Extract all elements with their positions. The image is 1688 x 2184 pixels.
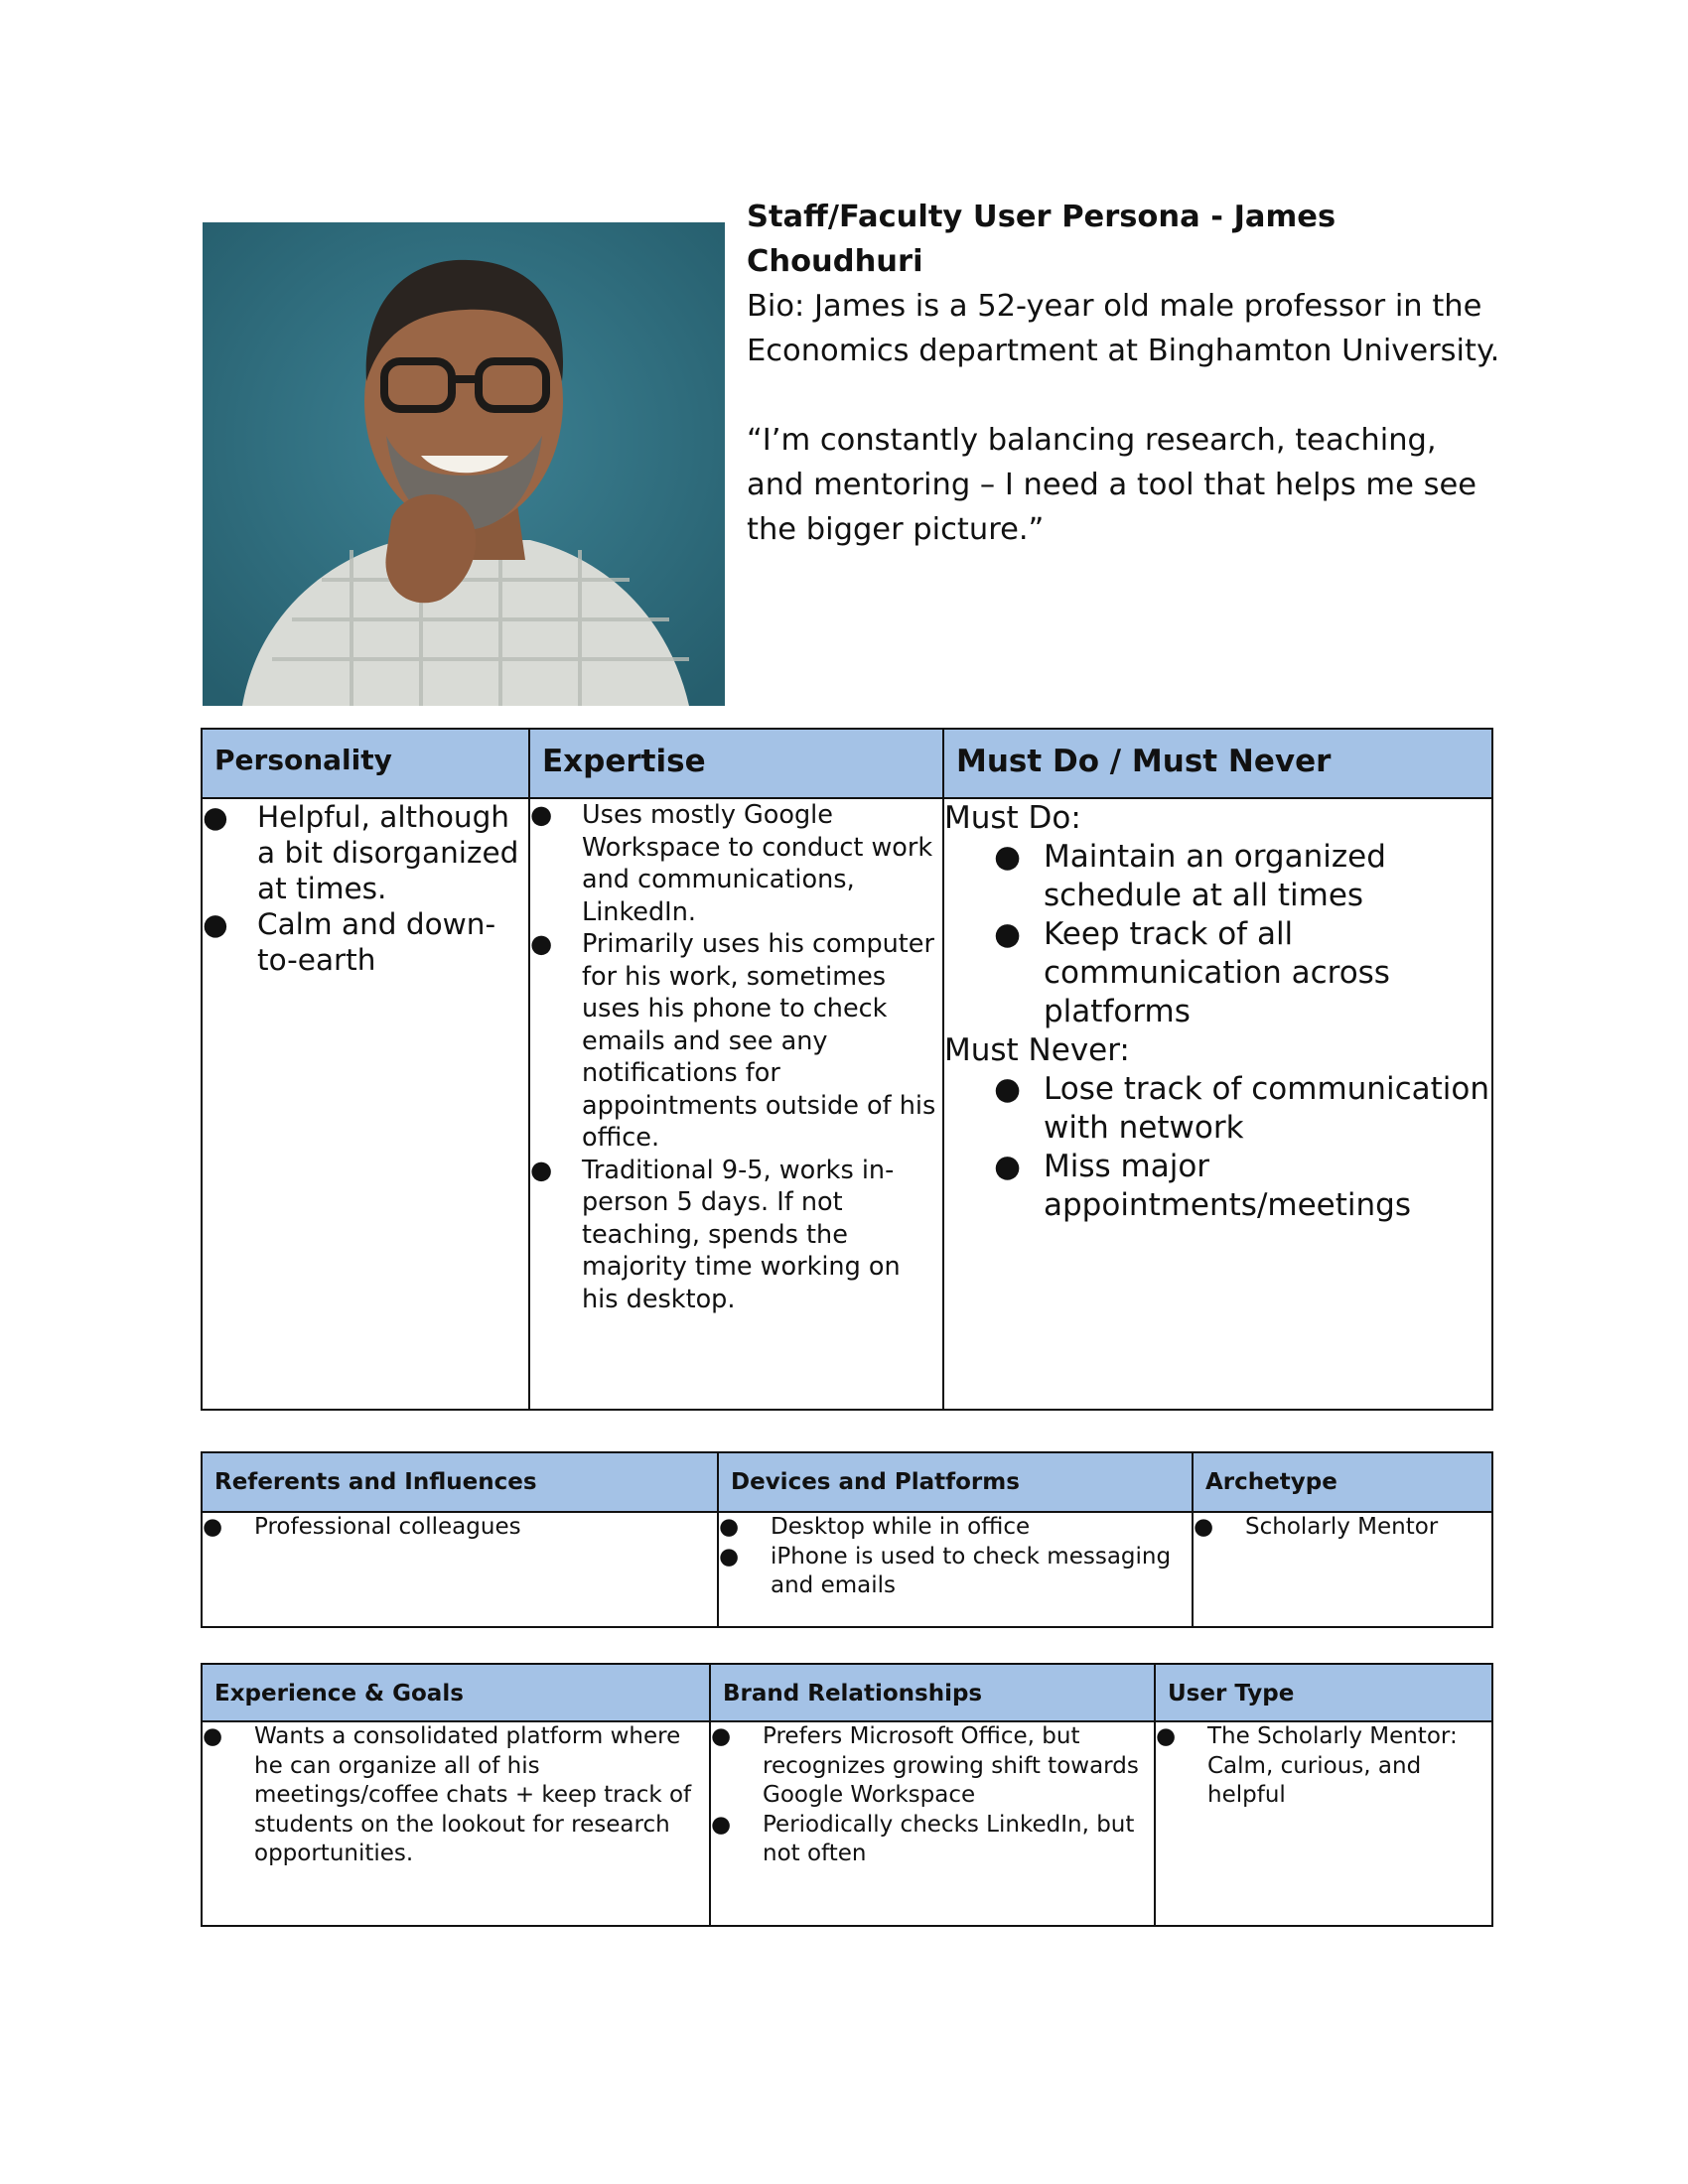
persona-main-table <box>201 728 1493 1411</box>
list-item: ● The Scholarly Mentor: Calm, curious, and helpful <box>1156 1723 1458 1808</box>
list-item: ● Desktop while in office <box>719 1514 1031 1540</box>
brand-cell <box>710 1721 1155 1926</box>
expertise-cell <box>529 798 943 1410</box>
usertype-header: User Type <box>1155 1664 1492 1721</box>
list-item: ● Scholarly Mentor <box>1194 1514 1439 1540</box>
persona-header <box>747 195 1501 552</box>
must-do-label: Must Do: <box>944 800 1081 836</box>
list-item: ● Wants a consolidated platform where he can organize all of his meetings/coffee chats + keep track of students on the lookout for research opportunities. <box>203 1723 692 1866</box>
list-item: ● Helpful, although a bit disorganized at times. <box>203 800 519 905</box>
must-never-label: Must Never: <box>944 1032 1130 1068</box>
list-item: ● Prefers Microsoft Office, but recognizes growing shift towards Google Workspace <box>711 1723 1139 1808</box>
list-item: ● Maintain an organized schedule at all times <box>994 839 1386 913</box>
must-cell <box>943 798 1492 1410</box>
persona-quote: “I’m constantly balancing research, teaching, and mentoring – I need a tool that helps me see the bigger picture.” <box>747 423 1477 547</box>
devices-header: Devices and Platforms <box>718 1452 1193 1512</box>
expertise-header: Expertise <box>529 729 943 798</box>
list-item: ● Traditional 9-5, works in-person 5 days. If not teaching, spends the majority time working on his desktop. <box>530 1155 901 1314</box>
list-item: ● Primarily uses his computer for his work, sometimes uses his phone to check emails and see any notifications for appointments outside of his office. <box>530 929 936 1153</box>
referents-header: Referents and Influences <box>202 1452 718 1512</box>
list-item: ● iPhone is used to check messaging and emails <box>719 1543 1172 1598</box>
list-item: ● Professional colleagues <box>203 1514 521 1540</box>
experience-header: Experience & Goals <box>202 1664 710 1721</box>
referents-cell <box>202 1512 718 1627</box>
archetype-cell <box>1193 1512 1492 1627</box>
list-item: ● Calm and down-to-earth <box>203 907 496 977</box>
personality-cell <box>202 798 529 1410</box>
list-item: ● Periodically checks LinkedIn, but not often <box>711 1811 1135 1866</box>
list-item: ● Miss major appointments/meetings <box>994 1149 1411 1223</box>
personality-header: Personality <box>202 729 529 798</box>
persona-title: Staff/Faculty User Persona - James Choudhuri <box>747 200 1336 279</box>
list-item: ● Uses mostly Google Workspace to conduct work and communications, LinkedIn. <box>530 800 933 927</box>
devices-cell <box>718 1512 1193 1627</box>
must-header: Must Do / Must Never <box>943 729 1492 798</box>
list-item: ● Keep track of all communication across platforms <box>994 916 1390 1029</box>
list-item: ● Lose track of communication with network <box>994 1071 1489 1146</box>
experience-cell <box>202 1721 710 1926</box>
brand-header: Brand Relationships <box>710 1664 1155 1721</box>
usertype-cell <box>1155 1721 1492 1926</box>
persona-photo <box>203 222 725 706</box>
persona-goals-table <box>201 1663 1493 1927</box>
persona-secondary-table <box>201 1451 1493 1628</box>
archetype-header: Archetype <box>1193 1452 1492 1512</box>
persona-bio: Bio: James is a 52-year old male professor in the Economics department at Binghamton University. <box>747 289 1500 368</box>
